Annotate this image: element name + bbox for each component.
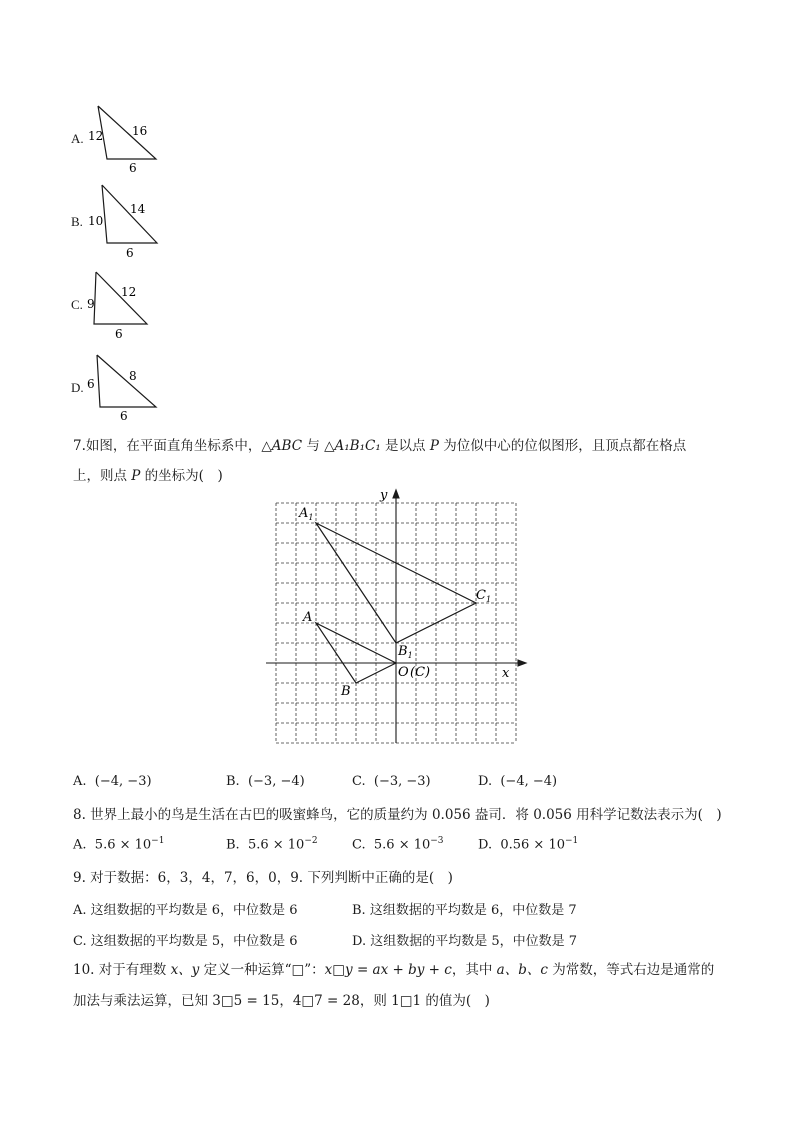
q8-option-c[interactable]: C. $5.6 \times 10^{-3}$ [352, 836, 444, 853]
q7-text-1b: 与 [302, 438, 325, 454]
q6-option-c-label: C. [71, 297, 83, 312]
q7-coordinate-figure [262, 485, 534, 750]
q6-option-a-triangle[interactable] [80, 100, 170, 180]
q7-triangle-a1b1c1: △A₁B₁C₁ [324, 438, 381, 454]
q6-c-hyp: 12 [121, 285, 137, 299]
q6-d-hyp: 8 [129, 369, 137, 383]
q7-label-a: A [303, 610, 313, 625]
q6-b-hyp: 14 [130, 202, 146, 216]
q9-option-a[interactable]: A. 这组数据的平均数是 6，中位数是 6 [73, 903, 298, 918]
q6-a-hyp: 16 [132, 124, 148, 138]
q10-eq3: 1□1 [391, 993, 422, 1009]
q7-triangle-abc: △ABC [261, 438, 303, 454]
q10-vars-xy: x、y [170, 962, 200, 978]
q6-c-base: 6 [115, 327, 123, 341]
q7-text-1c: 是以点 [380, 438, 430, 454]
q7-option-b[interactable]: B. (−3, −4) [226, 774, 305, 789]
q7-option-c[interactable]: C. (−3, −3) [352, 774, 431, 789]
q7-point-p: P [429, 438, 439, 454]
q7-label-y: y [380, 488, 388, 503]
q7-stem-line2 [73, 466, 223, 486]
q6-a-left-side: 12 [88, 129, 104, 143]
q7-label-b1: $B_1$ [398, 644, 413, 660]
q7-text-1d: 为位似中心的位似图形，且顶点都在格点 [438, 438, 687, 454]
q7-label-o: O [398, 665, 409, 680]
q6-option-c-triangle[interactable] [80, 265, 170, 345]
q7-text-2a: 上，则点 [73, 468, 132, 484]
q7-option-a[interactable]: A. (−4, −3) [73, 774, 152, 789]
q7-x-axis-arrow-icon [518, 660, 526, 666]
q7-y-axis-arrow-icon [393, 490, 399, 498]
q6-d-left-side: 6 [87, 377, 95, 391]
q9-option-c[interactable]: C. 这组数据的平均数是 5，中位数是 6 [73, 934, 298, 949]
q6-c-left-side: 9 [87, 297, 95, 311]
q7-label-a1: $A_1$ [299, 506, 314, 522]
q6-option-b-label: B. [71, 214, 83, 229]
q10-stem-line2: 加法与乘法运算，已知 3□5 = 15，4□7 = 28，则 1□1 的值为( ) [73, 993, 490, 1009]
q9-option-b[interactable]: B. 这组数据的平均数是 6，中位数是 7 [352, 903, 577, 918]
q10-stem-line1: 10. 对于有理数 x、y 定义一种运算“□”：x□y = ax + by + c，其中 a、b、c 为常数，等式右边是通常的 [73, 962, 715, 978]
q9-stem: 9. 对于数据：6，3，4，7，6，0，9. 下列判断中正确的是( ) [73, 870, 453, 886]
q6-option-d-label: D. [71, 380, 84, 395]
q7-label-c1: $C_1$ [476, 588, 492, 604]
q6-option-a-label: A. [71, 131, 84, 146]
q8-option-d[interactable]: D. $0.56 \times 10^{-1}$ [478, 836, 579, 853]
q7-label-c: (C) [410, 665, 431, 680]
q7-stem-line1 [73, 436, 686, 456]
q8-stem: 8. 世界上最小的鸟是生活在古巴的吸蜜蜂鸟，它的质量约为 0.056 盎司．将 0.056 用科学记数法表示为( ) [73, 807, 722, 823]
q7-text-2b: 的坐标为( ) [140, 468, 223, 484]
q7-label-b: B [341, 684, 351, 699]
q10-eq2: 4□7 = 28 [292, 993, 360, 1009]
q7-option-d[interactable]: D. (−4, −4) [478, 774, 558, 789]
q6-option-d-triangle[interactable] [80, 348, 170, 428]
q8-option-a[interactable]: A. $5.6 \times 10^{-1}$ [73, 836, 165, 853]
q7-number: 7. [73, 438, 86, 454]
q8-option-b[interactable]: B. $5.6 \times 10^{-2}$ [226, 836, 318, 853]
q6-b-left-side: 10 [88, 214, 104, 228]
q7-text-1a: 如图，在平面直角坐标系中， [85, 438, 262, 454]
q6-option-b-triangle[interactable] [80, 180, 170, 260]
q7-label-x: x [502, 666, 510, 681]
q6-b-base: 6 [126, 246, 134, 260]
q6-a-base: 6 [129, 161, 137, 175]
q7-point-p-2: P [131, 468, 141, 484]
q10-formula: x□y = ax + by + c [324, 962, 452, 978]
q10-constants: a、b、c [496, 962, 548, 978]
q10-eq1: 3□5 = 15 [212, 993, 280, 1009]
q9-option-d[interactable]: D. 这组数据的平均数是 5，中位数是 7 [352, 934, 578, 949]
q6-d-base: 6 [120, 409, 128, 423]
